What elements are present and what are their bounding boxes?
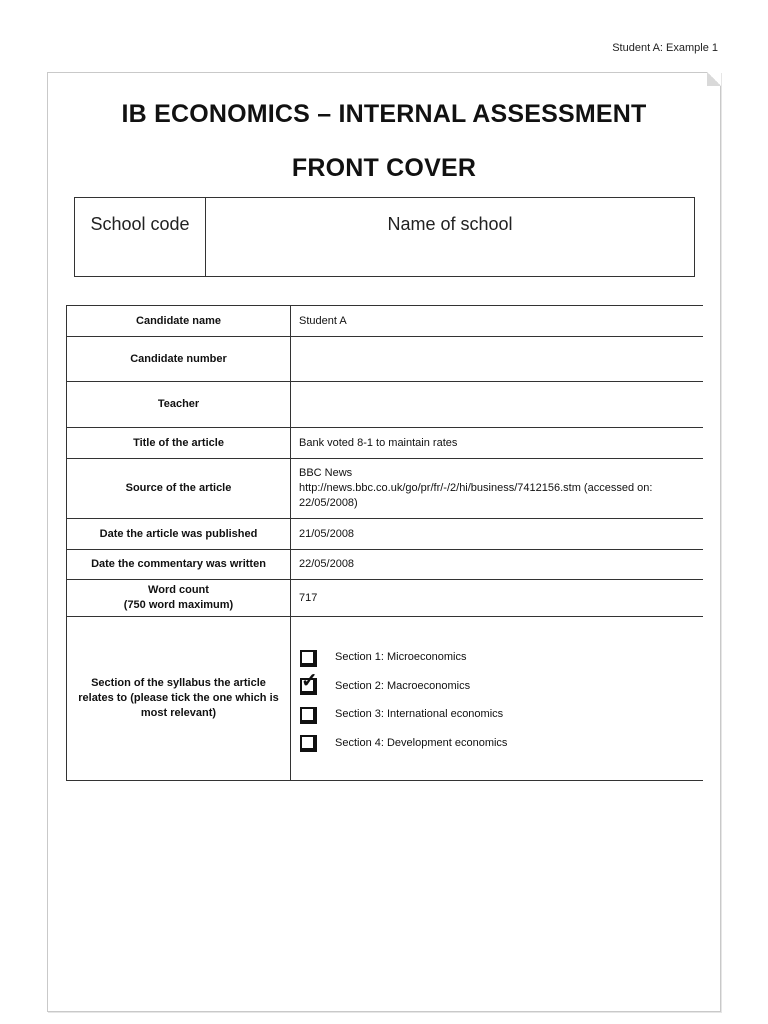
table-row bbox=[67, 382, 704, 428]
row-label-article-title: Title of the article bbox=[67, 428, 291, 459]
row-label-teacher: Teacher bbox=[67, 382, 291, 428]
section-option-label: Section 3: International economics bbox=[335, 708, 504, 721]
row-value-word-count: 717 bbox=[291, 580, 704, 617]
table-row bbox=[67, 519, 704, 550]
table-row bbox=[67, 337, 704, 382]
school-box bbox=[74, 197, 695, 277]
row-value-candidate-number bbox=[291, 337, 704, 382]
checkbox-icon[interactable] bbox=[299, 705, 319, 725]
row-label-published-date: Date the article was published bbox=[67, 519, 291, 550]
section-option-2[interactable] bbox=[299, 672, 703, 701]
row-label-word-count: Word count (750 word maximum) bbox=[67, 580, 291, 617]
row-label-syllabus-section: Section of the syllabus the article relates to (please tick the one which is most relevant) bbox=[67, 617, 291, 781]
section-option-1[interactable] bbox=[299, 644, 703, 673]
row-label-candidate-number: Candidate number bbox=[67, 337, 291, 382]
row-value-article-title: Bank voted 8-1 to maintain rates bbox=[291, 428, 704, 459]
section-option-label: Section 2: Macroeconomics bbox=[335, 679, 471, 692]
document-page bbox=[47, 72, 721, 1012]
row-label-article-source: Source of the article bbox=[67, 459, 291, 519]
tick-icon: ✓ bbox=[301, 670, 318, 693]
table-row bbox=[67, 550, 704, 580]
school-name-cell: Name of school bbox=[387, 214, 513, 234]
section-option-3[interactable] bbox=[299, 701, 703, 730]
row-value-commentary-date: 22/05/2008 bbox=[291, 550, 704, 580]
table-row bbox=[67, 306, 704, 337]
document-title: IB ECONOMICS – INTERNAL ASSESSMENT bbox=[121, 100, 647, 128]
checkbox-icon[interactable] bbox=[299, 648, 319, 668]
section-option-4[interactable] bbox=[299, 729, 703, 758]
candidate-info-table bbox=[66, 305, 703, 781]
syllabus-section-options bbox=[291, 617, 704, 781]
row-value-article-source: BBC News http://news.bbc.co.uk/go/pr/fr/-/2/hi/business/7412156.stm (accessed on: 22/05/2008) bbox=[291, 459, 704, 519]
section-list bbox=[299, 640, 703, 758]
example-label: Student A: Example 1 bbox=[612, 42, 718, 54]
checked-checkbox-icon[interactable] bbox=[299, 670, 319, 696]
page-corner-fold bbox=[707, 72, 721, 86]
section-option-label: Section 1: Microeconomics bbox=[335, 651, 467, 664]
table-row bbox=[67, 580, 704, 617]
row-value-candidate-name: Student A bbox=[291, 306, 704, 337]
checkbox-icon[interactable] bbox=[299, 733, 319, 753]
row-label-commentary-date: Date the commentary was written bbox=[67, 550, 291, 580]
row-value-teacher bbox=[291, 382, 704, 428]
school-code-cell: School code bbox=[75, 198, 206, 276]
table-row bbox=[67, 428, 704, 459]
table-row bbox=[67, 459, 704, 519]
section-option-label: Section 4: Development economics bbox=[335, 736, 508, 749]
row-value-published-date: 21/05/2008 bbox=[291, 519, 704, 550]
row-label-candidate-name: Candidate name bbox=[67, 306, 291, 337]
document-subtitle: FRONT COVER bbox=[291, 154, 477, 182]
table-row bbox=[67, 617, 704, 781]
